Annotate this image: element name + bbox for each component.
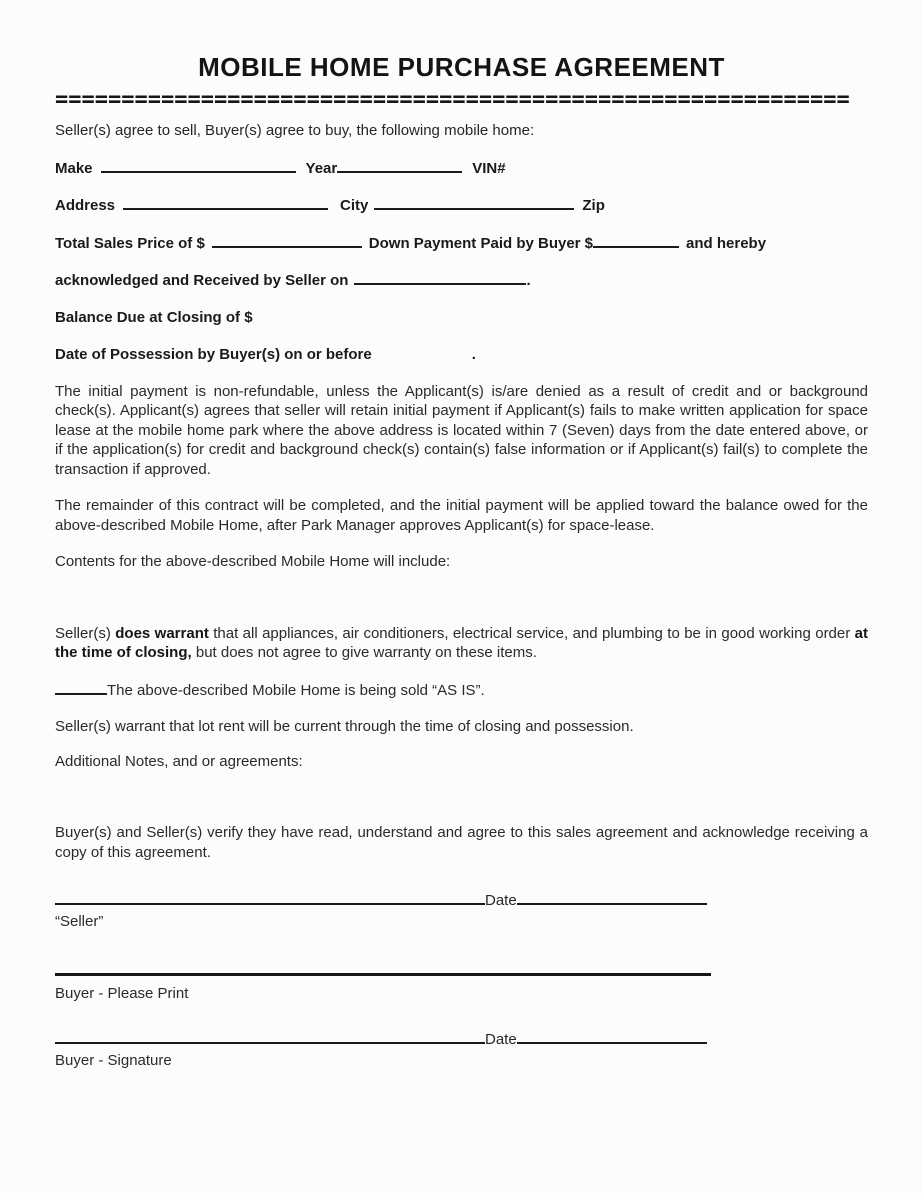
remainder-paragraph: The remainder of this contract will be completed, and the initial payment will be applied toward the balance owed for the above-described Mobile Home, after Park Manager approves Applicant(s) for space-lease.	[55, 497, 868, 534]
warranty-suffix: but does not agree to give warranty on these items.	[191, 644, 537, 661]
intro-line: Seller(s) agree to sell, Buyer(s) agree to buy, the following mobile home:	[55, 122, 535, 139]
seller-date-label: Date	[485, 892, 517, 909]
buyer-date-label: Date	[485, 1031, 517, 1048]
warranty-bold-time-of-closing: at the time of closing,	[55, 624, 868, 661]
contents-line: Contents for the above-described Mobile Home will include:	[55, 553, 451, 570]
acknowledged-line	[55, 270, 868, 291]
seller-date-blank	[517, 889, 707, 905]
total-sales-label: Total Sales Price of $	[55, 234, 205, 252]
seller-caption: “Seller”	[55, 913, 104, 930]
address-label: Address	[55, 197, 116, 214]
down-payment-blank	[593, 233, 679, 248]
city-field-blank	[374, 195, 574, 210]
additional-notes-line: Additional Notes, and or agreements:	[55, 752, 303, 770]
as-is-text: The above-described Mobile Home is being sold “AS IS”.	[107, 681, 485, 699]
balance-due-line	[55, 308, 868, 328]
warranty-middle: that all appliances, air conditioners, electrical service, and plumbing to be in good working order	[208, 624, 855, 642]
balance-label: Balance Due at Closing of $	[55, 308, 253, 326]
as-is-line	[55, 680, 868, 701]
sales-price-line	[55, 233, 868, 254]
possession-period: .	[471, 346, 476, 363]
initial-payment-paragraph: The initial payment is non-refundable, unless the Applicant(s) is/are denied as a result of credit and or background check(s). Applicant(s) agrees that seller will retain initial payment if Applicant(s) fails to make written application for space lease at the mobile home park where the above address is located within 7 (Seven) days from the date entered above, or if the application(s) for credit and background check(s) contain(s) false information or if Applicant(s) fail(s) to complete the transaction if approved.	[55, 382, 868, 478]
warranty-bold-does-warrant: does warrant	[115, 624, 209, 642]
and-hereby-label: and hereby	[686, 234, 767, 252]
possession-line	[55, 344, 868, 365]
buyer-print-caption: Buyer - Please Print	[55, 985, 189, 1002]
make-label: Make	[55, 159, 93, 177]
warranty-paragraph	[55, 624, 868, 663]
year-field-blank	[337, 158, 462, 173]
divider-equals-rule: ============================================================	[55, 89, 850, 112]
buyer-signature-caption: Buyer - Signature	[55, 1052, 172, 1069]
make-field-blank	[101, 158, 296, 173]
verify-paragraph: Buyer(s) and Seller(s) verify they have read, understand and agree to this sales agreement and acknowledge receiving a copy of this agreement.	[55, 824, 868, 861]
down-payment-label: Down Payment Paid by Buyer $	[368, 234, 594, 252]
zip-label: Zip	[582, 197, 605, 214]
buyer-print-blank	[55, 973, 711, 976]
vin-label: VIN#	[472, 159, 506, 177]
possession-label: Date of Possession by Buyer(s) on or before	[55, 346, 372, 363]
acknowledged-label: acknowledged and Received by Seller on	[55, 272, 349, 289]
seller-signature-row	[55, 889, 868, 909]
warranty-prefix: Seller(s)	[55, 624, 116, 642]
address-city-zip-line	[55, 195, 868, 216]
lot-rent-line: Seller(s) warrant that lot rent will be current through the time of closing and possession.	[55, 718, 634, 735]
city-label: City	[340, 197, 369, 214]
buyer-signature-blank	[55, 1028, 485, 1044]
page-title: MOBILE HOME PURCHASE AGREEMENT	[198, 52, 725, 82]
make-year-vin-line	[55, 158, 868, 179]
year-label: Year	[305, 159, 338, 177]
buyer-date-blank	[517, 1028, 707, 1044]
acknowledged-period: .	[526, 272, 531, 289]
address-field-blank	[123, 195, 328, 210]
acknowledged-date-blank	[354, 270, 526, 285]
total-sales-blank	[212, 233, 362, 248]
as-is-initial-blank	[55, 680, 107, 695]
possession-gap	[372, 344, 472, 359]
buyer-signature-row	[55, 1028, 868, 1048]
seller-signature-blank	[55, 889, 485, 905]
